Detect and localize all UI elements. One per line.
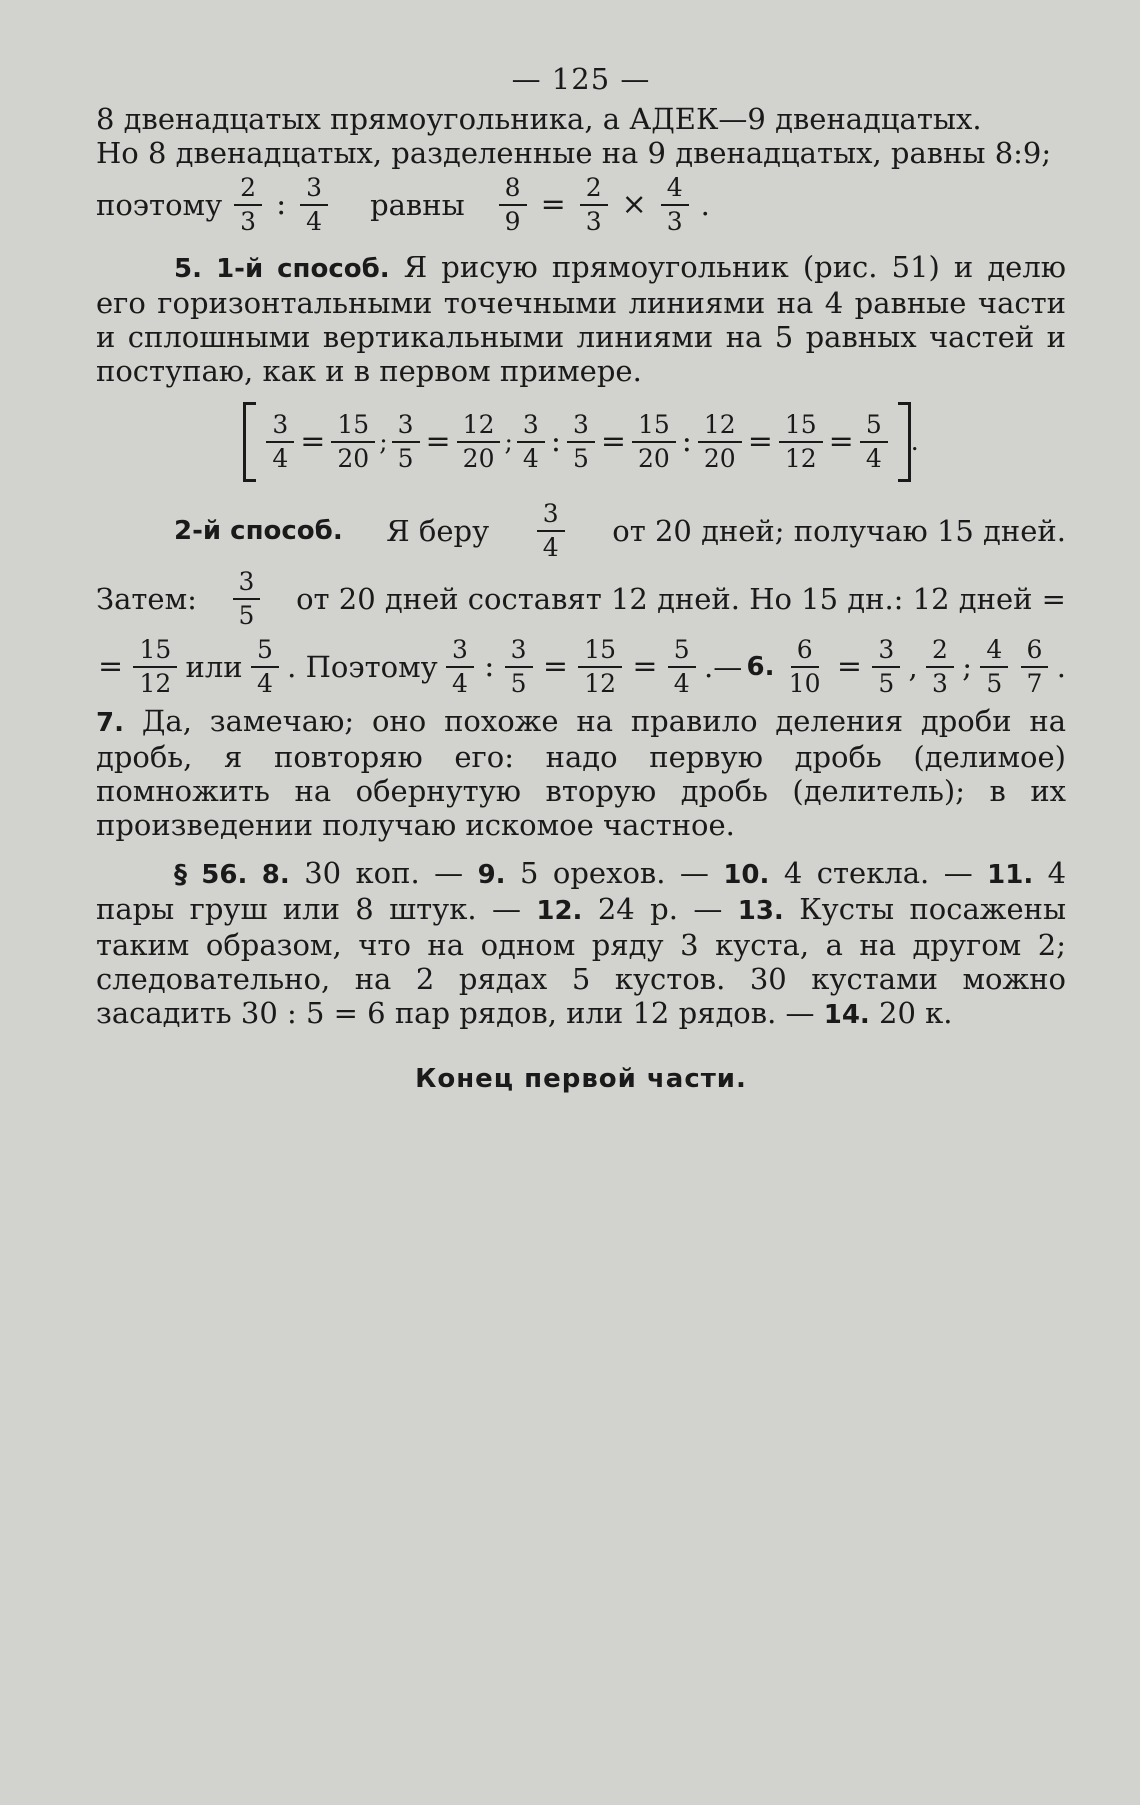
- text: Я беру: [386, 514, 490, 548]
- answer-14: 20 к.: [879, 996, 953, 1030]
- fraction: $\frac{3}{4}$: [517, 411, 545, 473]
- fraction: $\frac{3}{5}$: [567, 411, 595, 473]
- method-1-heading: 1-й способ.: [216, 254, 390, 284]
- fraction: $\frac{3}{5}$: [505, 636, 533, 698]
- left-bracket: [243, 402, 256, 482]
- equals-sign: =: [300, 424, 326, 459]
- item-number-7: 7.: [96, 708, 124, 738]
- fraction: $\frac{2}{3}$: [234, 174, 262, 236]
- fraction: $\frac{3}{4}$: [446, 636, 474, 698]
- fraction: $\frac{5}{4}$: [860, 411, 888, 473]
- method-2-line-2: [96, 568, 1066, 630]
- fraction: $\frac{15}{12}$: [133, 636, 177, 698]
- answer-13: Кусты посажены таким образом, что на одном ряду 3 куста, а на другом 2; следовательно, на 2 рядах 5 кустов. 30 кустами можно засадить 30 : 5 = 6 пар рядов, или 12 рядов. —: [96, 892, 1067, 1030]
- item-number-6: 6.: [746, 652, 775, 682]
- paragraph-5-text: Я рисую прямоугольник (рис. 51) и делю его горизонтальными точечными линиями на 4 равные части и сплошными вертикальными линиями на 5 равных частей и поступаю, как и в первом примере.: [96, 250, 1067, 388]
- fraction: $\frac{15}{12}$: [578, 636, 622, 698]
- paragraph-1-line-1: 8 двенадцатых прямоугольника, а АДЕК—9 двенадцатых.: [96, 102, 982, 136]
- equals-sign: =: [600, 424, 626, 459]
- item-number-14: 14.: [823, 1000, 870, 1030]
- paragraph-56: [96, 856, 1066, 1032]
- fraction: $\frac{15}{20}$: [632, 411, 676, 473]
- fraction: $\frac{5}{4}$: [668, 636, 696, 698]
- fraction: $\frac{15}{12}$: [779, 411, 823, 473]
- text: или: [185, 650, 243, 684]
- item-number-12: 12.: [536, 896, 583, 926]
- text: от 20 дней; получаю 15 дней.: [612, 514, 1066, 548]
- colon-sign: :: [550, 424, 561, 459]
- equals-sign: =: [425, 424, 451, 459]
- method-2-heading: 2-й способ.: [174, 516, 343, 546]
- semicolon: ;: [962, 650, 973, 684]
- fraction: $\frac{3}{5}$: [872, 636, 900, 698]
- fraction: $\frac{12}{20}$: [457, 411, 501, 473]
- fraction: $\frac{3}{4}$: [537, 500, 565, 562]
- period: .: [1056, 650, 1066, 684]
- period: .: [700, 188, 710, 222]
- colon-sign: :: [276, 187, 287, 222]
- equals-sign: =: [542, 649, 568, 684]
- text: .—: [704, 650, 743, 684]
- fraction: $\frac{12}{20}$: [698, 411, 742, 473]
- item-number-10: 10.: [723, 860, 770, 890]
- item-number-9: 9.: [477, 860, 506, 890]
- fraction: $\frac{6}{7}$: [1021, 636, 1049, 698]
- fraction: $\frac{5}{4}$: [251, 636, 279, 698]
- page-number: — 125 —: [511, 62, 651, 96]
- end-of-part-text: Конец первой части.: [415, 1064, 747, 1094]
- text: Затем:: [96, 582, 197, 616]
- times-sign: ×: [621, 187, 647, 222]
- item-number-8: 8.: [261, 860, 290, 890]
- answer-12: 24 р. —: [597, 892, 723, 926]
- fraction: $\frac{6}{10}$: [788, 635, 821, 698]
- right-bracket: [898, 402, 911, 482]
- item-number-13: 13.: [737, 896, 784, 926]
- word-ravny: равны: [370, 188, 465, 222]
- equals-sign: =: [836, 649, 863, 684]
- equals-sign: =: [747, 424, 773, 459]
- equals-sign: =: [828, 424, 854, 459]
- paragraph-5: [96, 250, 1066, 388]
- method-2-line-3: [96, 636, 1066, 698]
- comma: ,: [908, 650, 918, 684]
- fraction: $\frac{4}{3}$: [661, 174, 689, 236]
- fraction: $\frac{3}{5}$: [233, 568, 261, 630]
- equals-sign: =: [540, 187, 566, 222]
- colon-sign: :: [681, 424, 692, 459]
- answer-8: 30 коп. —: [304, 856, 464, 890]
- bracket-equation: [96, 402, 1066, 482]
- item-number-5: 5.: [174, 254, 202, 284]
- word-poetomu: поэтому: [96, 188, 223, 222]
- text: . Поэтому: [287, 650, 438, 684]
- answer-11: 4 пары груш или 8 штук. —: [96, 856, 1067, 926]
- text: от 20 дней составят 12 дней. Но 15 дн.: 12 дней =: [296, 582, 1066, 616]
- answer-9: 5 орехов. —: [520, 856, 709, 890]
- fraction: $\frac{2}{3}$: [580, 174, 608, 236]
- fraction: $\frac{3}{4}$: [300, 174, 328, 236]
- method-2-line-1: [96, 500, 1066, 562]
- equation-1: [96, 174, 1066, 236]
- page-text: [96, 62, 1066, 1096]
- fraction: $\frac{8}{9}$: [499, 174, 527, 236]
- item-number-11: 11.: [987, 860, 1034, 890]
- colon-sign: :: [484, 649, 495, 684]
- fraction: $\frac{15}{20}$: [331, 411, 375, 473]
- end-of-part: [96, 1060, 1066, 1096]
- semicolon: ;: [504, 427, 513, 456]
- fraction: $\frac{2}{3}$: [926, 636, 954, 698]
- equals-sign: =: [632, 649, 658, 684]
- answer-10: 4 стекла. —: [783, 856, 973, 890]
- semicolon: ;: [379, 427, 388, 456]
- paragraph-1-line-2: Но 8 двенадцатых, разделенные на 9 двенадцатых, равны 8:9;: [96, 136, 1052, 170]
- period: .: [910, 427, 919, 456]
- fraction: $\frac{4}{5}$: [980, 636, 1008, 698]
- section-number: § 56.: [174, 860, 248, 890]
- fraction: $\frac{3}{5}$: [392, 411, 420, 473]
- paragraph-7-text: Да, замечаю; оно похоже на правило деления дроби на дробь, я повторяю его: надо первую дробь (делимое) помножить на обернутую вторую дробь (делитель); в их произведении получаю искомое частное.: [96, 704, 1067, 842]
- paragraph-7: [96, 704, 1066, 842]
- fraction: $\frac{3}{4}$: [266, 411, 294, 473]
- equals-sign: =: [98, 649, 124, 684]
